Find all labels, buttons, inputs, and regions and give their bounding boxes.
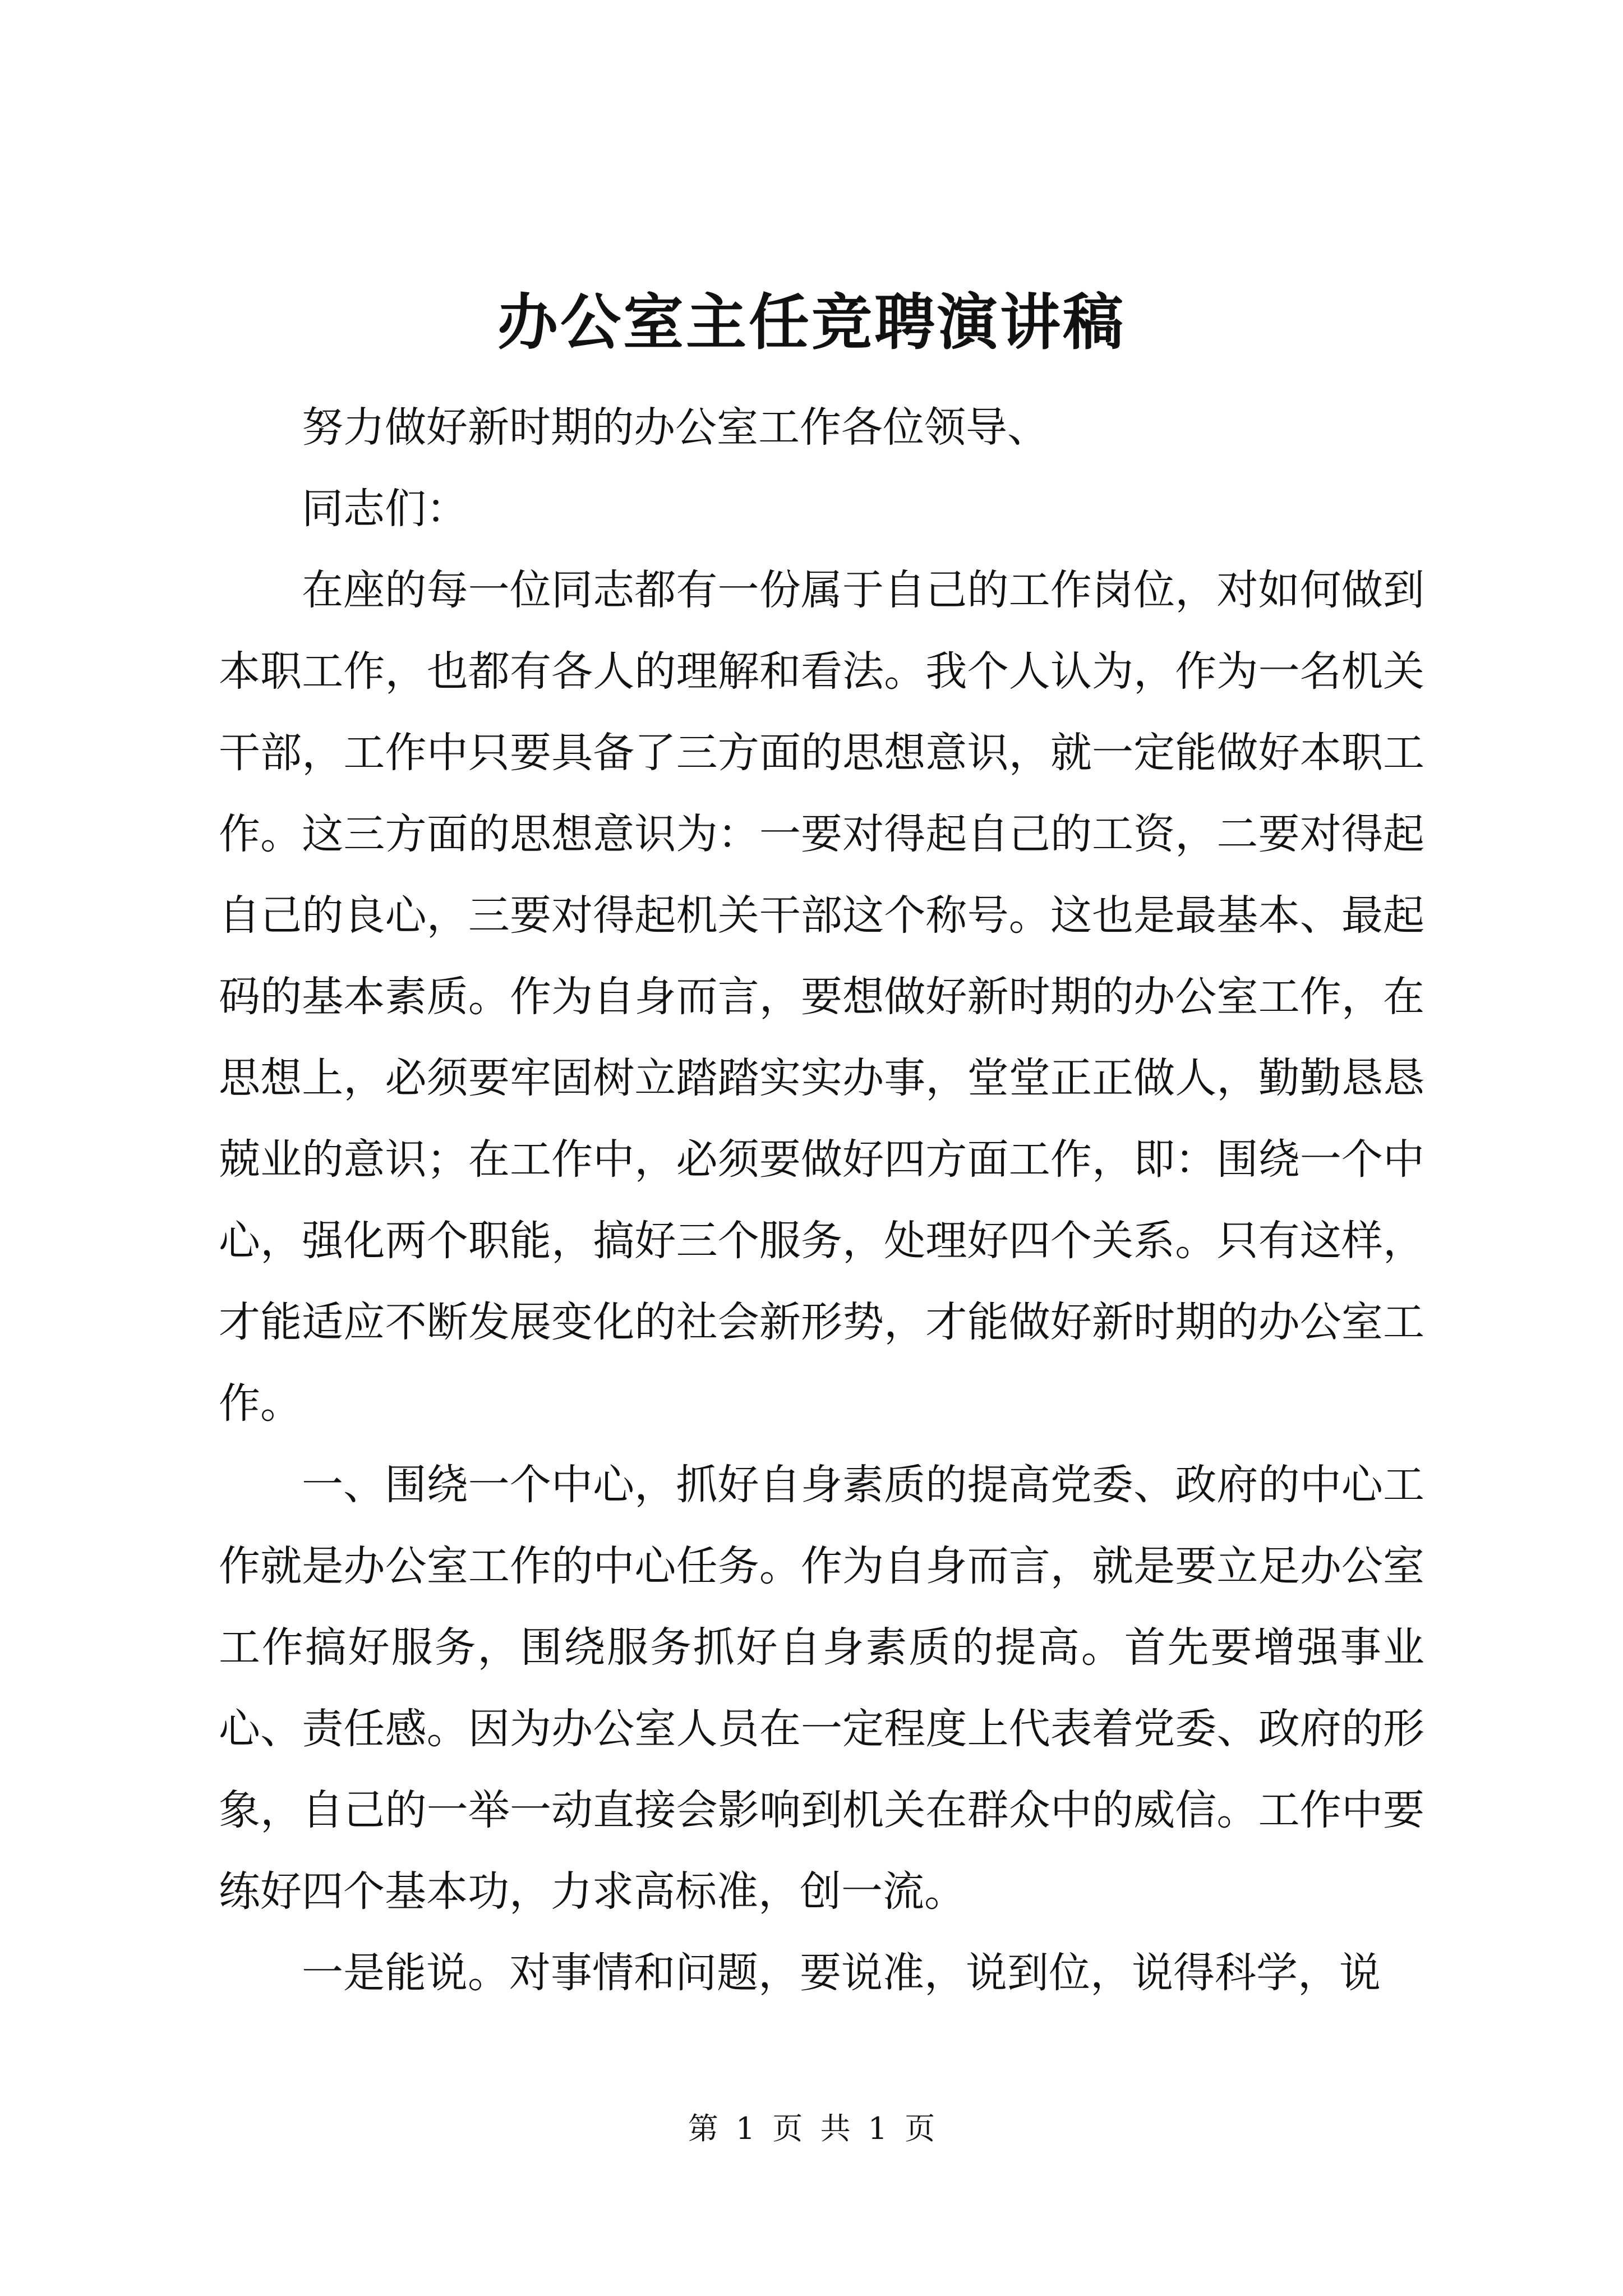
paragraph-introduction: 在座的每一位同志都有一份属于自己的工作岗位，对如何做到本职工作，也都有各人的理解和看法。我个人认为，作为一名机关干部，工作中只要具备了三方面的思想意识，就一定能做好本职工作。这三方面的思想意识为：一要对得起自己的工资，二要对得起自己的良心，三要对得起机关干部这个称号。这也是最基本、最起码的基本素质。作为自身而言，要想做好新时期的办公室工作，在思想上，必须要牢固树立踏踏实实办事，堂堂正正做人，勤勤恳恳兢业的意识；在工作中，必须要做好四方面工作，即：围绕一个中心，强化两个职能，搞好三个服务，处理好四个关系。只有这样，才能适应不断发展变化的社会新形势，才能做好新时期的办公室工作。 — [219, 566, 1424, 1428]
document-body — [219, 387, 1424, 2014]
paragraph-point-one: 一是能说。对事情和问题，要说准，说到位，说得科学，说 — [302, 1949, 1381, 1997]
document-title: 办公室主任竞聘演讲稿 — [497, 287, 1126, 358]
paragraph-section-one: 一、围绕一个中心，抓好自身素质的提高党委、政府的中心工作就是办公室工作的中心任务。作为自身而言，就是要立足办公室工作搞好服务，围绕服务抓好自身素质的提高。首先要增强事业心、责任感。因为办公室人员在一定程度上代表着党委、政府的形象，自己的一举一动直接会影响到机关在群众中的威信。工作中要练好四个基本功，力求高标准，创一流。 — [219, 1461, 1424, 1916]
paragraph-salutation: 同志们： — [302, 485, 468, 533]
page-number-footer: 第 1 页 共 1 页 — [688, 2111, 935, 2146]
paragraph-opening: 努力做好新时期的办公室工作各位领导、 — [302, 403, 1049, 452]
